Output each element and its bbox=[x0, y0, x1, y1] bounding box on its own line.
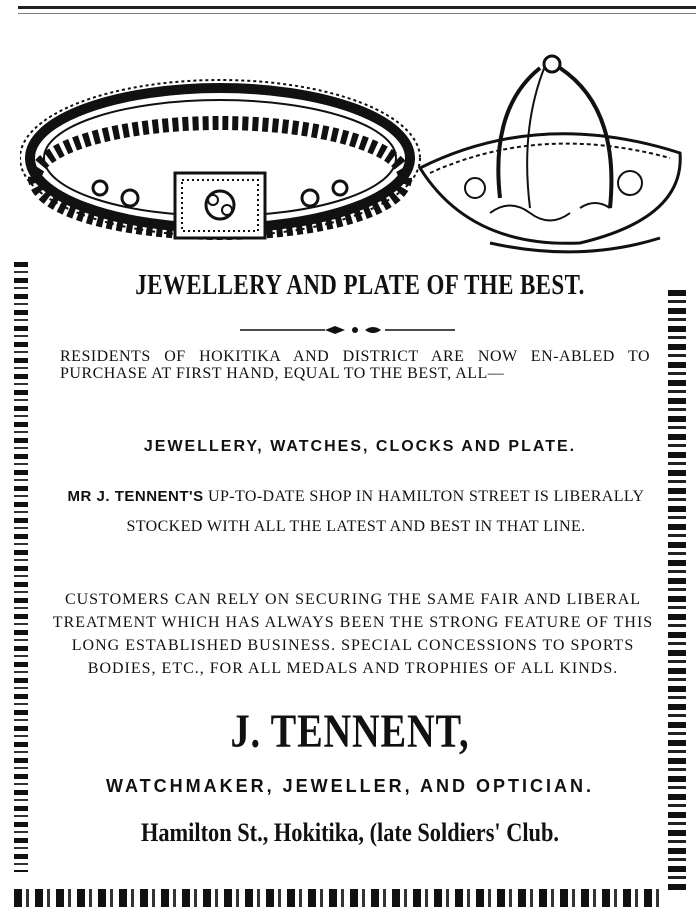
top-rule bbox=[18, 6, 696, 9]
proprietor-name: J. TENNENT, bbox=[230, 705, 470, 758]
goods-line: JEWELLERY, WATCHES, CLOCKS AND PLATE. bbox=[143, 438, 577, 455]
headline: JEWELLERY AND PLATE OF THE BEST. bbox=[135, 270, 585, 301]
illustration-banner bbox=[20, 48, 690, 273]
ornamental-divider-icon bbox=[230, 322, 470, 338]
bottom-decorative-border bbox=[14, 889, 664, 907]
top-rule-thin bbox=[18, 13, 696, 14]
right-decorative-border bbox=[668, 290, 686, 890]
intro-paragraph: RESIDENTS OF HOKITIKA AND DISTRICT ARE NOW EN-ABLED TO PURCHASE AT FIRST HAND, EQUAL TO THE BEST, ALL— bbox=[60, 348, 650, 382]
shop-text: UP-TO-DATE SHOP IN HAMILTON STREET IS LIBERALLY STOCKED WITH ALL THE LATEST AND BEST IN THAT LINE. bbox=[126, 488, 645, 535]
shop-paragraph bbox=[56, 482, 656, 542]
silver-basket-icon bbox=[420, 56, 680, 252]
address-line: Hamilton St., Hokitika, (late Soldiers' Club. bbox=[140, 818, 560, 847]
left-decorative-border bbox=[14, 262, 28, 872]
customers-paragraph: CUSTOMERS CAN RELY ON SECURING THE SAME FAIR AND LIBERAL TREATMENT WHICH HAS ALWAYS BEEN THE STRONG FEATURE OF THIS LONG ESTABLISHED BUSINESS. SPECIAL CONCESSIONS TO SPORTS BODIES, ETC., FOR ALL MEDALS AND TROPHIES OF ALL KINDS. bbox=[52, 591, 654, 677]
bangle-bracelet-icon bbox=[20, 80, 420, 238]
trades-line: WATCHMAKER, JEWELLER, AND OPTICIAN. bbox=[106, 776, 594, 796]
shop-lead: MR J. TENNENT'S bbox=[67, 488, 204, 505]
